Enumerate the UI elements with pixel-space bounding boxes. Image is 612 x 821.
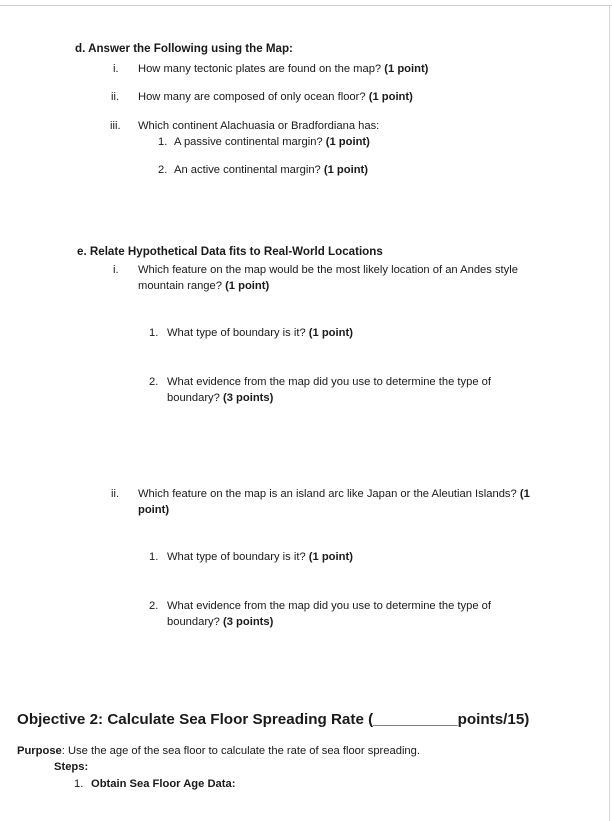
item-marker: i. (113, 63, 119, 75)
question-e-i-1: What type of boundary is it? (1 point) (167, 327, 353, 339)
question-e-ii-line2: point) (138, 504, 170, 516)
subitem-marker: 2. (149, 600, 159, 612)
subitem-marker: 1. (149, 327, 159, 339)
question-e-i-line1: Which feature on the map would be the most likely location of an Andes style (138, 264, 518, 276)
item-marker: i. (113, 264, 119, 276)
section-e-heading: e. Relate Hypothetical Data fits to Real-World Locations (77, 245, 383, 258)
question-d-iii-2: An active continental margin? (1 point) (174, 164, 368, 176)
question-e-i-line2: mountain range? (1 point) (138, 280, 270, 292)
item-marker: ii. (111, 91, 120, 103)
section-d-heading: d. Answer the Following using the Map: (75, 42, 293, 55)
question-d-iii-1: A passive continental margin? (1 point) (174, 136, 370, 148)
objective-2-title: Objective 2: Calculate Sea Floor Spreading Rate (__________points/15) (17, 711, 530, 728)
purpose-text: Purpose: Use the age of the sea floor to calculate the rate of sea floor spreading. (17, 745, 420, 757)
question-e-ii-line1: Which feature on the map is an island arc like Japan or the Aleutian Islands? (1 (138, 488, 530, 500)
subitem-marker: 2. (149, 376, 159, 388)
page-right-border (609, 5, 610, 821)
question-e-ii-1: What type of boundary is it? (1 point) (167, 551, 353, 563)
item-marker: ii. (111, 488, 120, 500)
question-d-iii: Which continent Alachuasia or Bradfordiana has: (138, 120, 380, 132)
subitem-marker: 2. (158, 164, 168, 176)
question-e-i-2-line2: boundary? (3 points) (167, 392, 274, 404)
step-1-heading: Obtain Sea Floor Age Data: (91, 778, 236, 790)
question-e-ii-2-line2: boundary? (3 points) (167, 616, 274, 628)
item-marker: iii. (110, 120, 121, 132)
page-top-border (0, 5, 612, 6)
question-d-ii: How many are composed of only ocean floor? (1 point) (138, 91, 413, 103)
subitem-marker: 1. (149, 551, 159, 563)
question-d-i: How many tectonic plates are found on the map? (1 point) (138, 63, 429, 75)
steps-label: Steps: (54, 761, 89, 773)
subitem-marker: 1. (158, 136, 168, 148)
question-e-ii-2-line1: What evidence from the map did you use to determine the type of (167, 600, 491, 612)
question-e-i-2-line1: What evidence from the map did you use to determine the type of (167, 376, 491, 388)
step-marker: 1. (74, 778, 84, 790)
